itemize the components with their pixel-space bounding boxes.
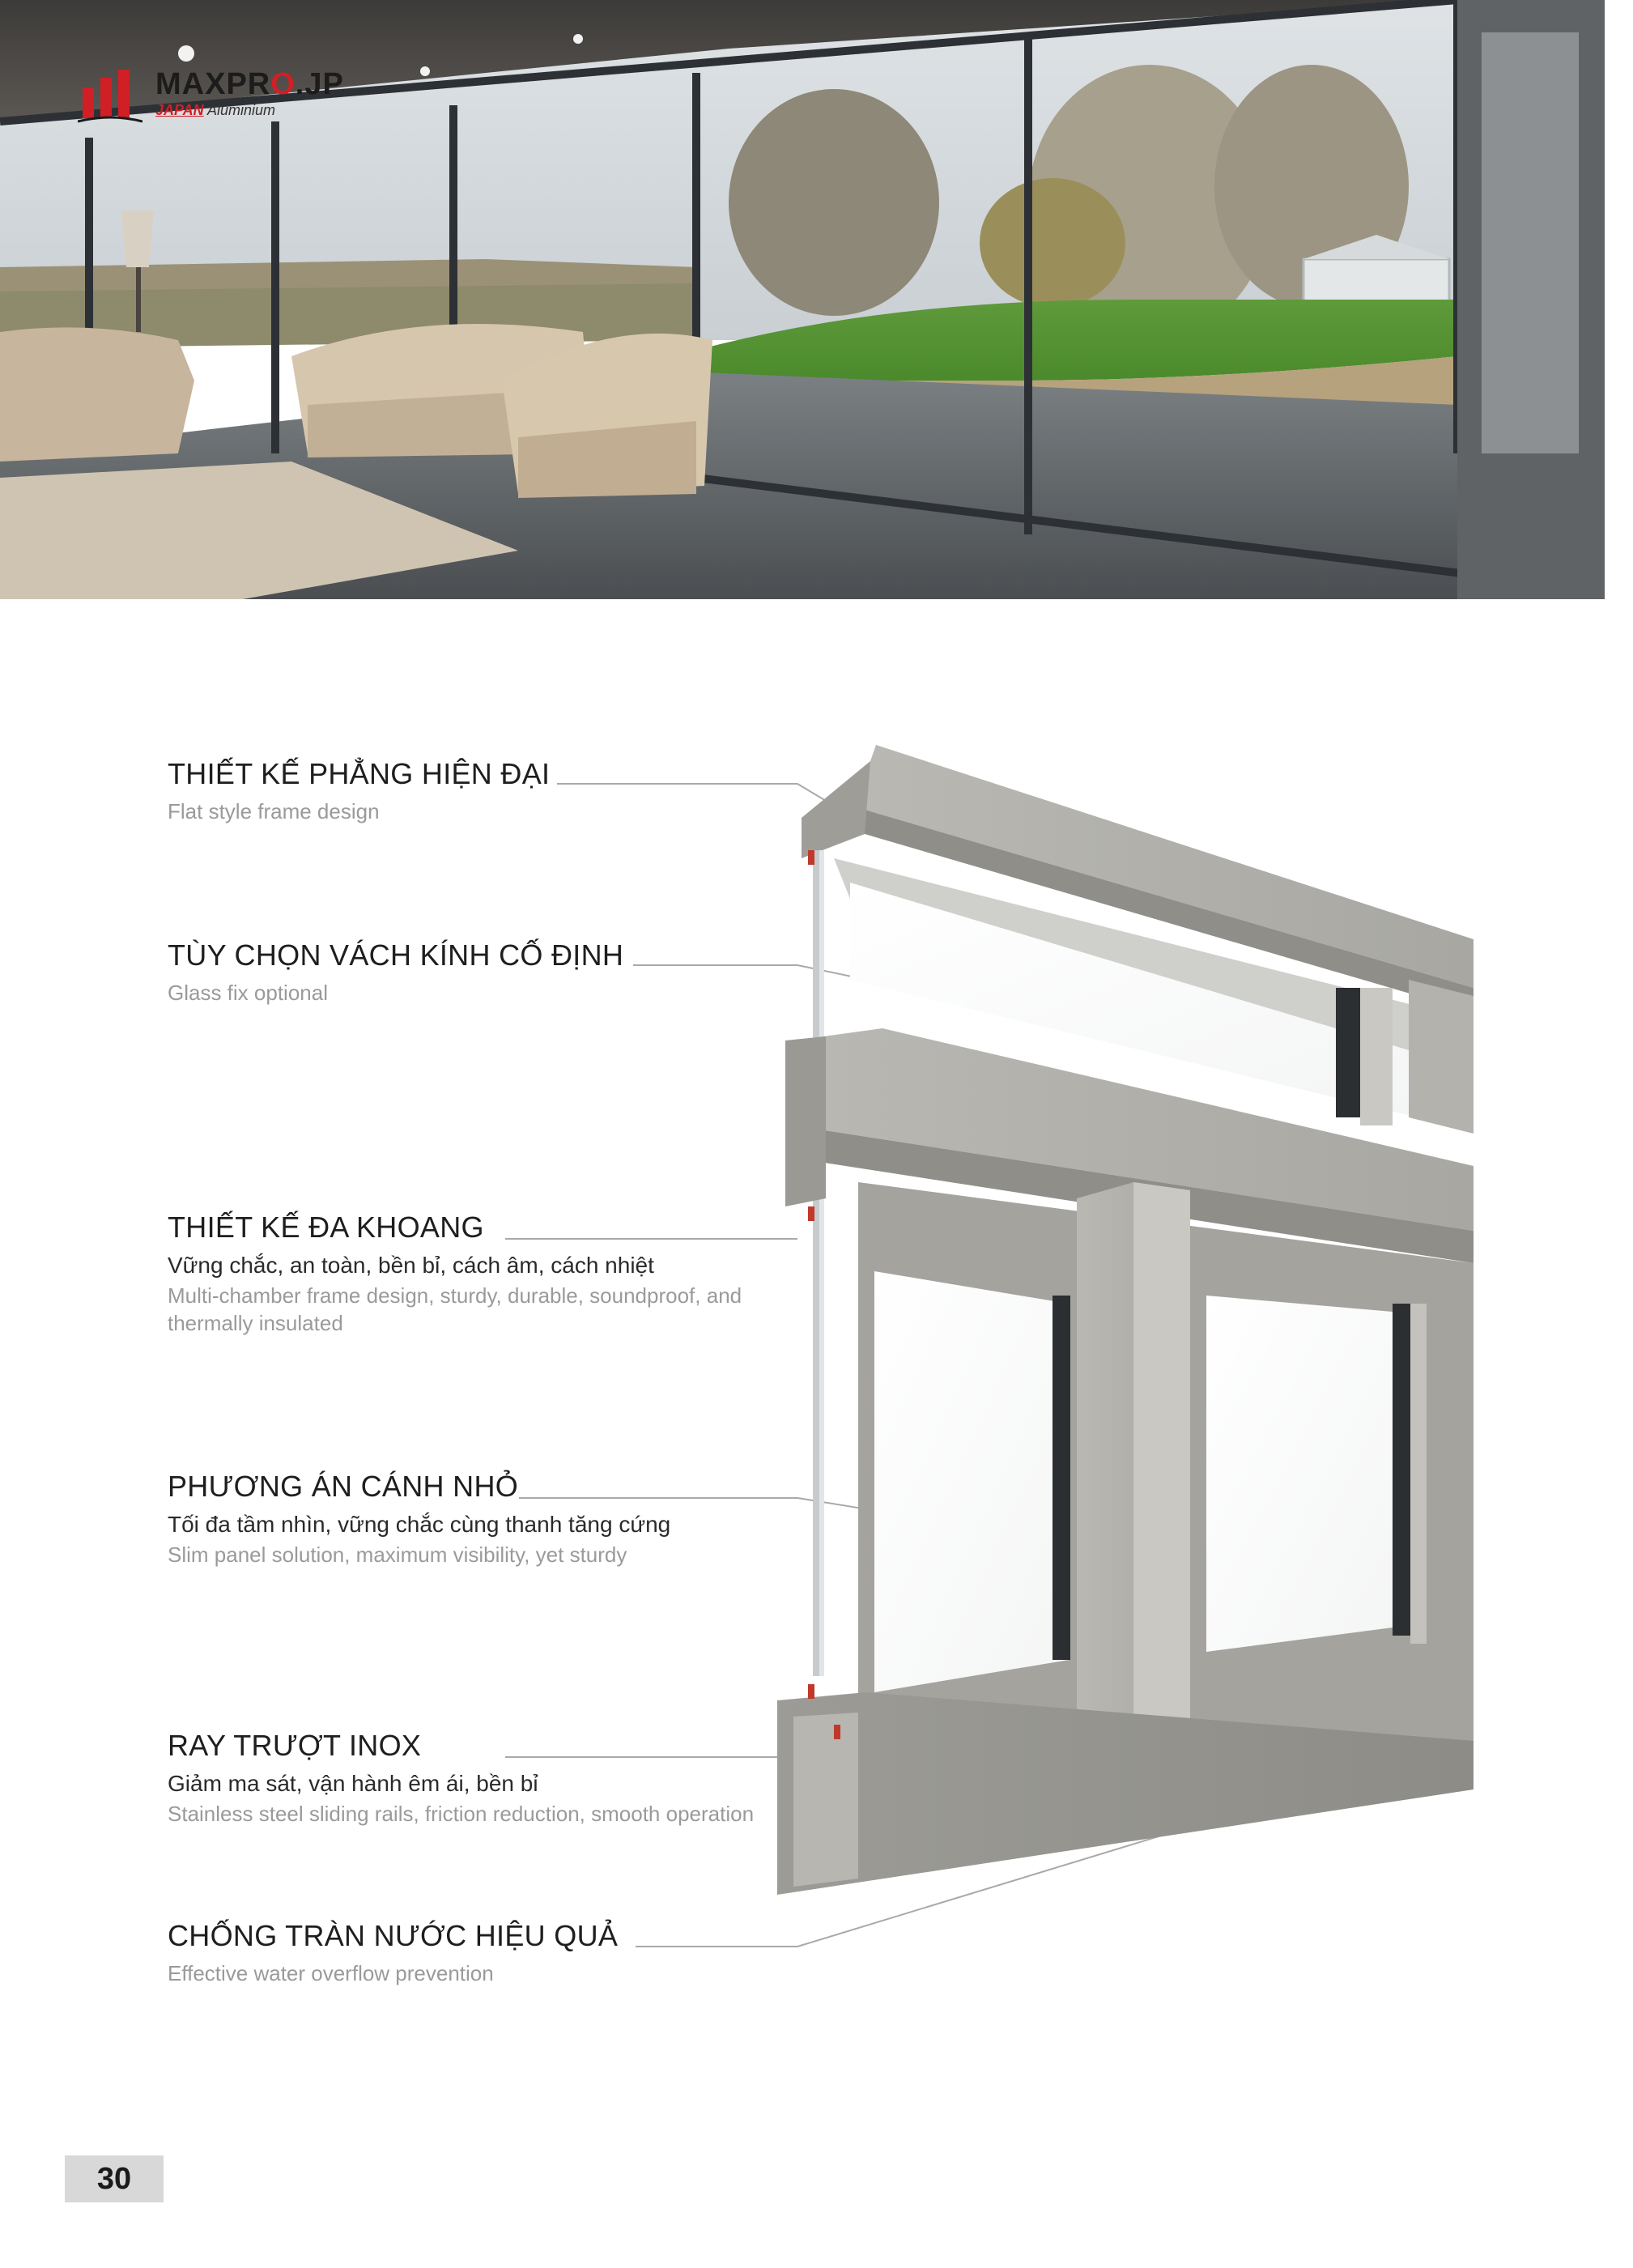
product-illustration [777,745,1490,1899]
feature-glass-fix [168,938,623,1006]
feature-multi-chamber [168,1211,751,1337]
feature-subtitle-vi: Vững chắc, an toàn, bền bỉ, cách âm, cách nhiệt [168,1253,654,1278]
feature-subtitle-en: Effective water overflow prevention [168,1961,494,1985]
feature-subtitle-en: Flat style frame design [168,799,380,823]
feature-slim-panel [168,1470,670,1568]
maxpro-logo-icon [78,68,142,125]
feature-subtitle-en: Glass fix optional [168,981,328,1005]
feature-steel-rails [168,1729,754,1828]
feature-subtitle-en: Stainless steel sliding rails, friction reduction, smooth operation [168,1802,755,1826]
aluminium-sliding-window-section-illustration [777,745,1490,1895]
brand-logo [78,68,344,125]
hero-photo [0,0,1605,599]
brand-tagline: JAPAN Aluminium [155,102,276,118]
feature-water-overflow [168,1919,618,1987]
feature-subtitle-en: Multi-chamber frame design, sturdy, durable, soundproof, and thermally insulated [168,1283,742,1335]
feature-title: THIẾT KẾ PHẲNG HIỆN ĐẠI [168,757,551,790]
feature-title: RAY TRƯỢT INOX [168,1729,422,1762]
page-number: 30 [65,2155,164,2202]
feature-flat-design [168,757,550,825]
feature-title: TÙY CHỌN VÁCH KÍNH CỐ ĐỊNH [168,938,624,972]
feature-title: THIẾT KẾ ĐA KHOANG [168,1211,484,1244]
feature-subtitle-vi: Tối đa tầm nhìn, vững chắc cùng thanh tăng cứng [168,1512,671,1537]
brand-name: MAXPRO.JP [155,67,344,101]
feature-subtitle-vi: Giảm ma sát, vận hành êm ái, bền bỉ [168,1771,538,1796]
feature-title: PHƯƠNG ÁN CÁNH NHỎ [168,1470,519,1503]
feature-title: CHỐNG TRÀN NƯỚC HIỆU QUẢ [168,1919,619,1952]
feature-subtitle-en: Slim panel solution, maximum visibility, yet sturdy [168,1542,627,1567]
